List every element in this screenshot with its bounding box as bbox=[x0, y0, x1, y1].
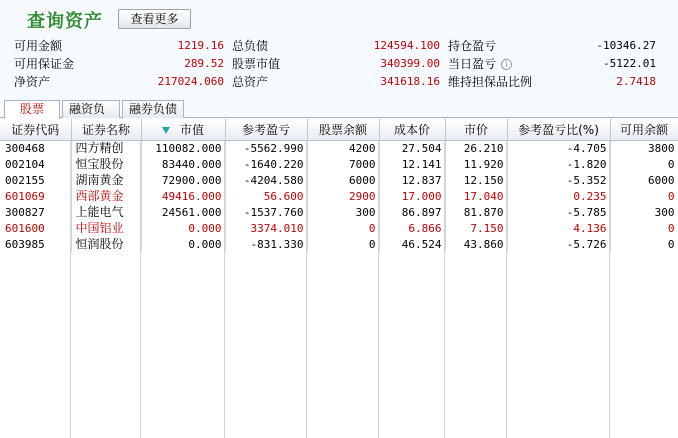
stock-value-value: 340399.00 bbox=[380, 57, 440, 70]
cell-cost: 17.000 bbox=[379, 188, 445, 204]
cell-value: 72900.000 bbox=[141, 172, 225, 188]
cell-code: 603985 bbox=[0, 236, 71, 252]
stock-value-label: 股票市值 bbox=[232, 57, 281, 71]
tab-stocks[interactable]: 股票 bbox=[4, 100, 60, 119]
cell-value: 110082.000 bbox=[141, 140, 225, 156]
sort-desc-icon bbox=[162, 127, 170, 134]
cell-balance: 6000 bbox=[307, 172, 379, 188]
cell-pl: -5562.990 bbox=[225, 140, 307, 156]
total-assets-value: 341618.16 bbox=[380, 75, 440, 88]
cell-price: 81.870 bbox=[445, 204, 507, 220]
cell-value: 0.000 bbox=[141, 220, 225, 236]
cell-code: 300468 bbox=[0, 140, 71, 156]
cell-balance: 2900 bbox=[307, 188, 379, 204]
cell-avail: 0 bbox=[610, 156, 678, 172]
title-bar bbox=[0, 0, 678, 36]
col-header-available[interactable]: 可用余额 bbox=[610, 119, 678, 140]
cell-avail: 0 bbox=[610, 220, 678, 236]
col-header-value-label: 市值 bbox=[179, 122, 204, 137]
today-pl-value: -5122.01 bbox=[603, 57, 656, 70]
cell-avail: 6000 bbox=[610, 172, 678, 188]
tab-securities-lending-liabilities[interactable]: 融券负债 bbox=[122, 100, 184, 118]
cell-name: 恒宝股份 bbox=[71, 156, 141, 172]
cell-name: 恒润股份 bbox=[71, 236, 141, 252]
table-row[interactable] bbox=[0, 204, 678, 220]
cell-value: 83440.000 bbox=[141, 156, 225, 172]
view-more-button[interactable]: 查看更多 bbox=[118, 9, 191, 29]
cell-balance: 0 bbox=[307, 220, 379, 236]
col-header-balance[interactable]: 股票余额 bbox=[307, 119, 379, 140]
cell-cost: 46.524 bbox=[379, 236, 445, 252]
cell-pl: -831.330 bbox=[225, 236, 307, 252]
cell-name: 湖南黄金 bbox=[71, 172, 141, 188]
page-title: 查询资产 bbox=[27, 11, 103, 32]
table-row[interactable] bbox=[0, 188, 678, 204]
today-pl-label bbox=[448, 56, 512, 72]
holdings-table bbox=[0, 119, 678, 438]
cell-pl: -1640.220 bbox=[225, 156, 307, 172]
cell-value: 49416.000 bbox=[141, 188, 225, 204]
info-icon[interactable]: i bbox=[501, 59, 512, 70]
col-header-code[interactable]: 证券代码 bbox=[0, 119, 71, 140]
available-margin-label: 可用保证金 bbox=[14, 57, 75, 71]
collateral-ratio-value: 2.7418 bbox=[616, 75, 656, 88]
available-margin-value: 289.52 bbox=[184, 57, 224, 70]
cell-code: 300827 bbox=[0, 204, 71, 220]
cell-cost: 27.504 bbox=[379, 140, 445, 156]
cell-ratio: -4.705 bbox=[507, 140, 610, 156]
cell-balance: 0 bbox=[307, 236, 379, 252]
cell-code: 002104 bbox=[0, 156, 71, 172]
tab-bar bbox=[0, 99, 678, 118]
cell-avail: 3800 bbox=[610, 140, 678, 156]
asset-summary bbox=[0, 38, 678, 94]
cell-avail: 0 bbox=[610, 188, 678, 204]
total-assets-label: 总资产 bbox=[232, 75, 269, 89]
summary-row-1 bbox=[0, 38, 678, 54]
cell-balance: 300 bbox=[307, 204, 379, 220]
cell-price: 17.040 bbox=[445, 188, 507, 204]
summary-row-2 bbox=[0, 56, 678, 72]
tab-financing-liabilities[interactable]: 融资负 bbox=[62, 100, 120, 118]
cell-price: 43.860 bbox=[445, 236, 507, 252]
cell-value: 24561.000 bbox=[141, 204, 225, 220]
holding-pl-value: -10346.27 bbox=[596, 39, 656, 52]
col-header-ref-pl[interactable]: 参考盈亏 bbox=[225, 119, 307, 140]
table-header-row bbox=[0, 119, 678, 140]
cell-value: 0.000 bbox=[141, 236, 225, 252]
summary-row-3 bbox=[0, 74, 678, 90]
net-assets-label: 净资产 bbox=[14, 75, 51, 89]
cell-code: 601600 bbox=[0, 220, 71, 236]
cell-price: 26.210 bbox=[445, 140, 507, 156]
cell-balance: 7000 bbox=[307, 156, 379, 172]
cell-price: 7.150 bbox=[445, 220, 507, 236]
total-liabilities-label: 总负债 bbox=[232, 39, 269, 53]
cell-avail: 0 bbox=[610, 236, 678, 252]
cell-code: 002155 bbox=[0, 172, 71, 188]
table-row[interactable] bbox=[0, 140, 678, 156]
cell-code: 601069 bbox=[0, 188, 71, 204]
total-liabilities-value: 124594.100 bbox=[373, 39, 440, 52]
cell-ratio: -5.785 bbox=[507, 204, 610, 220]
cell-price: 11.920 bbox=[445, 156, 507, 172]
cell-cost: 12.837 bbox=[379, 172, 445, 188]
cell-avail: 300 bbox=[610, 204, 678, 220]
holding-pl-label: 持仓盈亏 bbox=[448, 39, 497, 53]
cell-pl: 3374.010 bbox=[225, 220, 307, 236]
cell-pl: -4204.580 bbox=[225, 172, 307, 188]
table-row[interactable] bbox=[0, 172, 678, 188]
cell-balance: 4200 bbox=[307, 140, 379, 156]
cell-ratio: -5.726 bbox=[507, 236, 610, 252]
cell-ratio: -5.352 bbox=[507, 172, 610, 188]
cell-name: 中国铝业 bbox=[71, 220, 141, 236]
cell-cost: 6.866 bbox=[379, 220, 445, 236]
cell-pl: 56.600 bbox=[225, 188, 307, 204]
cell-name: 四方精创 bbox=[71, 140, 141, 156]
col-header-price[interactable]: 市价 bbox=[445, 119, 507, 140]
table-row[interactable] bbox=[0, 156, 678, 172]
cell-pl: -1537.760 bbox=[225, 204, 307, 220]
col-header-value[interactable] bbox=[141, 119, 225, 140]
collateral-ratio-label: 维持担保品比例 bbox=[448, 75, 533, 89]
net-assets-value: 217024.060 bbox=[157, 75, 224, 88]
col-header-pl-ratio[interactable]: 参考盈亏比(%) bbox=[507, 119, 610, 140]
table-row[interactable] bbox=[0, 220, 678, 236]
table-row[interactable] bbox=[0, 236, 678, 252]
col-header-name[interactable]: 证券名称 bbox=[71, 119, 141, 140]
cell-ratio: 4.136 bbox=[507, 220, 610, 236]
cell-name: 上能电气 bbox=[71, 204, 141, 220]
cell-price: 12.150 bbox=[445, 172, 507, 188]
cell-cost: 86.897 bbox=[379, 204, 445, 220]
available-funds-value: 1219.16 bbox=[177, 39, 224, 52]
cell-ratio: 0.235 bbox=[507, 188, 610, 204]
cell-cost: 12.141 bbox=[379, 156, 445, 172]
cell-name: 西部黄金 bbox=[71, 188, 141, 204]
col-header-cost[interactable]: 成本价 bbox=[379, 119, 445, 140]
cell-ratio: -1.820 bbox=[507, 156, 610, 172]
available-funds-label: 可用金额 bbox=[14, 39, 63, 53]
today-pl-label-text: 当日盈亏 bbox=[448, 57, 497, 71]
